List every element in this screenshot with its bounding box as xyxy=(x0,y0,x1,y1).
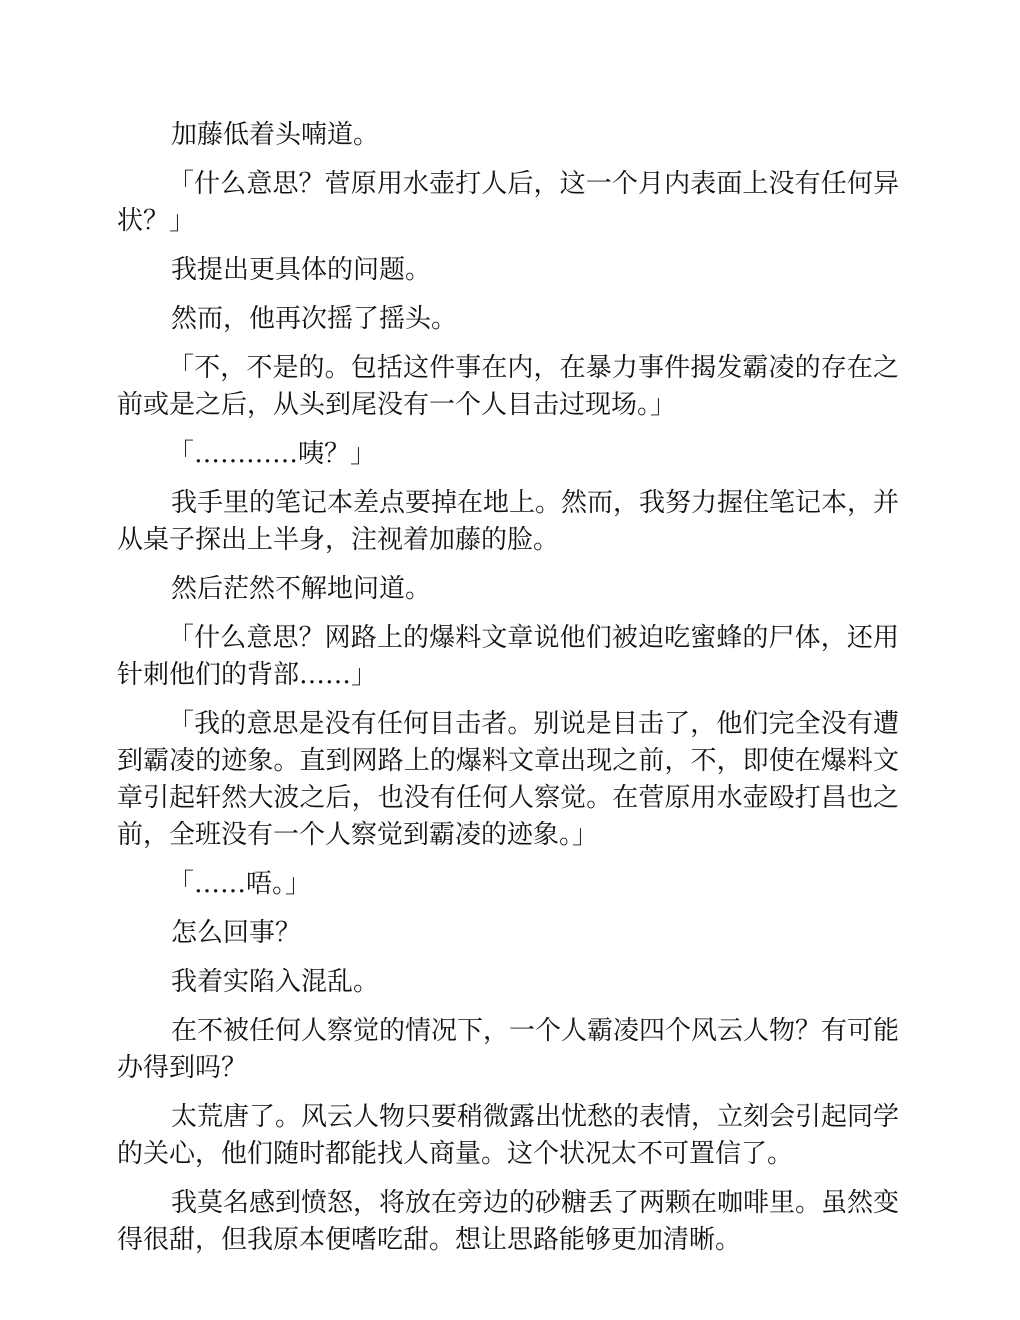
dialog-paragraph: 「不，不是的。包括这件事在内，在暴力事件揭发霸凌的存在之前或是之后，从头到尾没有一个人目击过现场。」 xyxy=(117,353,899,420)
paragraph: 我手里的笔记本差点要掉在地上。然而，我努力握住笔记本，并从桌子探出上半身，注视着加藤的脸。 xyxy=(117,488,900,555)
paragraph: 在不被任何人察觉的情况下，一个人霸凌四个风云人物？有可能办得到吗？ xyxy=(117,1016,900,1083)
document-page xyxy=(117,117,899,1271)
paragraph: 然后茫然不解地问道。 xyxy=(171,574,432,604)
paragraph: 然而，他再次摇了摇头。 xyxy=(171,304,458,334)
paragraph: 我莫名感到愤怒，将放在旁边的砂糖丢了两颗在咖啡里。虽然变得很甜，但我原本便嗜吃甜。想让思路能够更加清晰。 xyxy=(117,1188,900,1255)
paragraph: 我提出更具体的问题。 xyxy=(171,255,432,285)
dialog-paragraph: 「…………咦？」 xyxy=(168,439,377,469)
paragraph: 太荒唐了。风云人物只要稍微露出忧愁的表情，立刻会引起同学的关心，他们随时都能找人商量。这个状况太不可置信了。 xyxy=(117,1102,900,1169)
paragraph: 加藤低着头喃道。 xyxy=(171,120,380,150)
paragraph: 怎么回事？ xyxy=(171,918,302,948)
dialog-paragraph: 「……唔。」 xyxy=(168,869,312,899)
dialog-paragraph: 「我的意思是没有任何目击者。别说是目击了，他们完全没有遭到霸凌的迹象。直到网路上的爆料文章出现之前，不，即使在爆料文章引起轩然大波之后，也没有任何人察觉。在菅原用水壶殴打昌也之前，全班没有一个人察觉到霸凌的迹象。」 xyxy=(117,709,899,850)
dialog-paragraph: 「什么意思？菅原用水壶打人后，这一个月内表面上没有任何异状？」 xyxy=(117,169,899,236)
dialog-paragraph: 「什么意思？网路上的爆料文章说他们被迫吃蜜蜂的尸体，还用针刺他们的背部……」 xyxy=(117,623,899,690)
paragraph: 我着实陷入混乱。 xyxy=(171,967,380,997)
